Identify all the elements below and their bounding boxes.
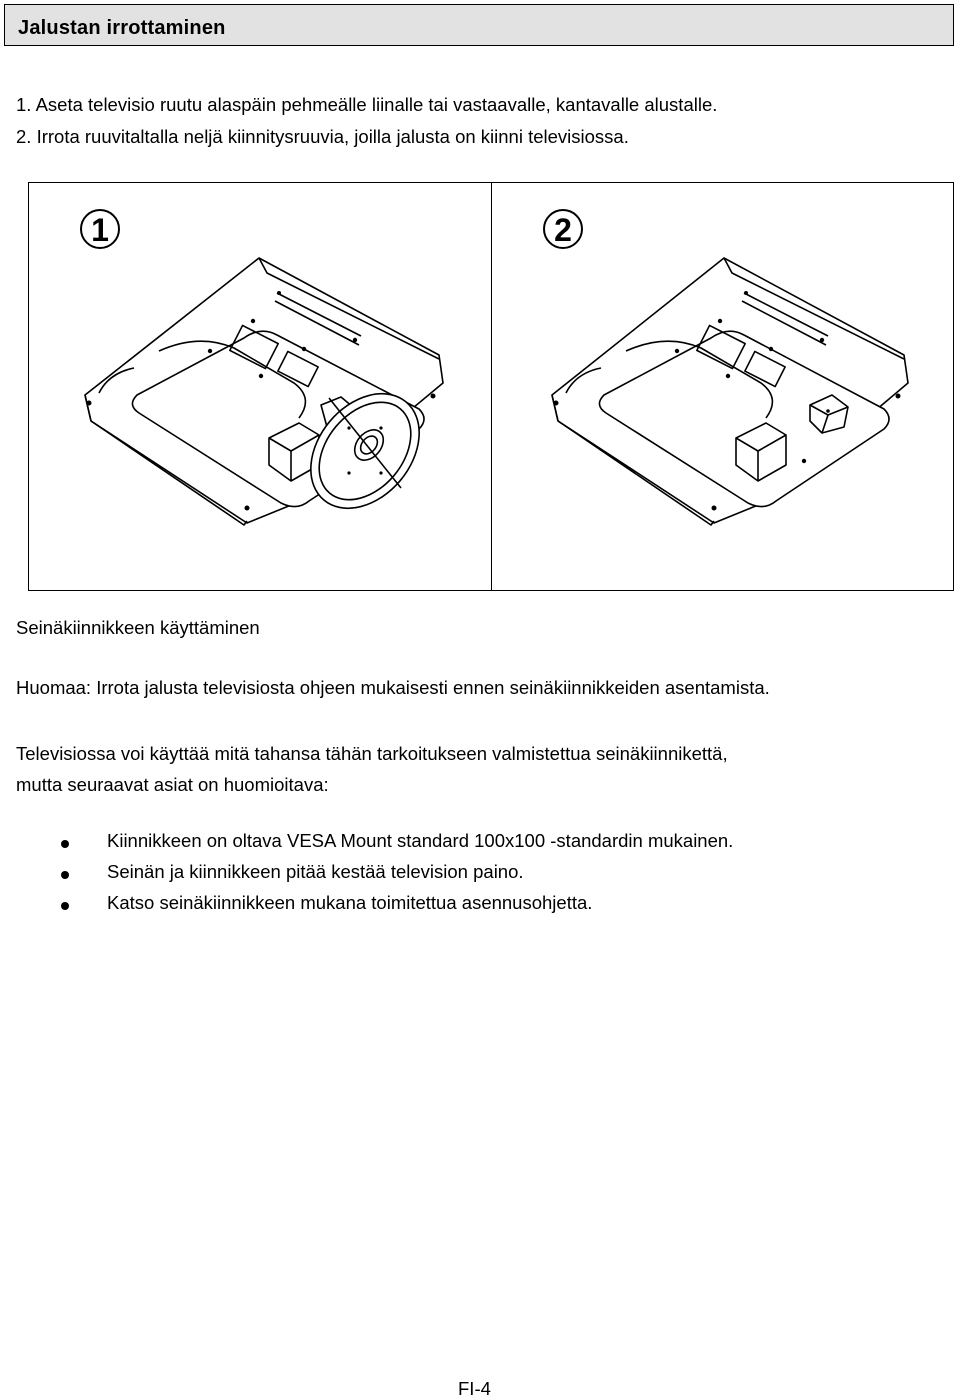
step-badge: 1 (80, 209, 120, 249)
list-item-text: Kiinnikkeen on oltava VESA Mount standard 100x100 -standardin mukainen. (107, 830, 734, 851)
step-number: 2. (16, 126, 32, 147)
bullet-icon (61, 902, 69, 910)
illustration-panel-2 (492, 183, 952, 590)
tv-back-stand-removed-illustration (492, 183, 952, 590)
step-text: Irrota ruuvitaltalla neljä kiinnitysruuvia, joilla jalusta on kiinni televisiossa. (36, 126, 629, 147)
list-item-text: Seinän ja kiinnikkeen pitää kestää television paino. (107, 861, 524, 882)
bullet-icon (61, 871, 69, 879)
wall-mount-title: Seinäkiinnikkeen käyttäminen (16, 617, 260, 638)
paragraph-line: Televisiossa voi käyttää mitä tahansa tähän tarkoitukseen valmistettua seinäkiinnikettä, (16, 743, 728, 764)
page-number: FI-4 (458, 1378, 491, 1399)
section-title: Jalustan irrottaminen (18, 17, 226, 39)
tv-back-with-stand-illustration (29, 183, 489, 590)
wall-mount-paragraph (16, 738, 946, 800)
step-number: 1. (16, 94, 32, 115)
wall-mount-note: Huomaa: Irrota jalusta televisiosta ohjeen mukaisesti ennen seinäkiinnikkeiden asentamista. (16, 677, 770, 698)
step-text: Aseta televisio ruutu alaspäin pehmeälle liinalle tai vastaavalle, kantavalle alustalle. (35, 94, 718, 115)
section-header (4, 4, 954, 46)
step-item (16, 126, 629, 148)
illustration-figure (28, 182, 954, 591)
step-badge: 2 (543, 209, 583, 249)
step-item (16, 94, 717, 116)
illustration-panel-1 (29, 183, 489, 590)
bullet-icon (61, 840, 69, 848)
paragraph-line: mutta seuraavat asiat on huomioitava: (16, 774, 329, 795)
list-item-text: Katso seinäkiinnikkeen mukana toimitettua asennusohjetta. (107, 892, 593, 913)
